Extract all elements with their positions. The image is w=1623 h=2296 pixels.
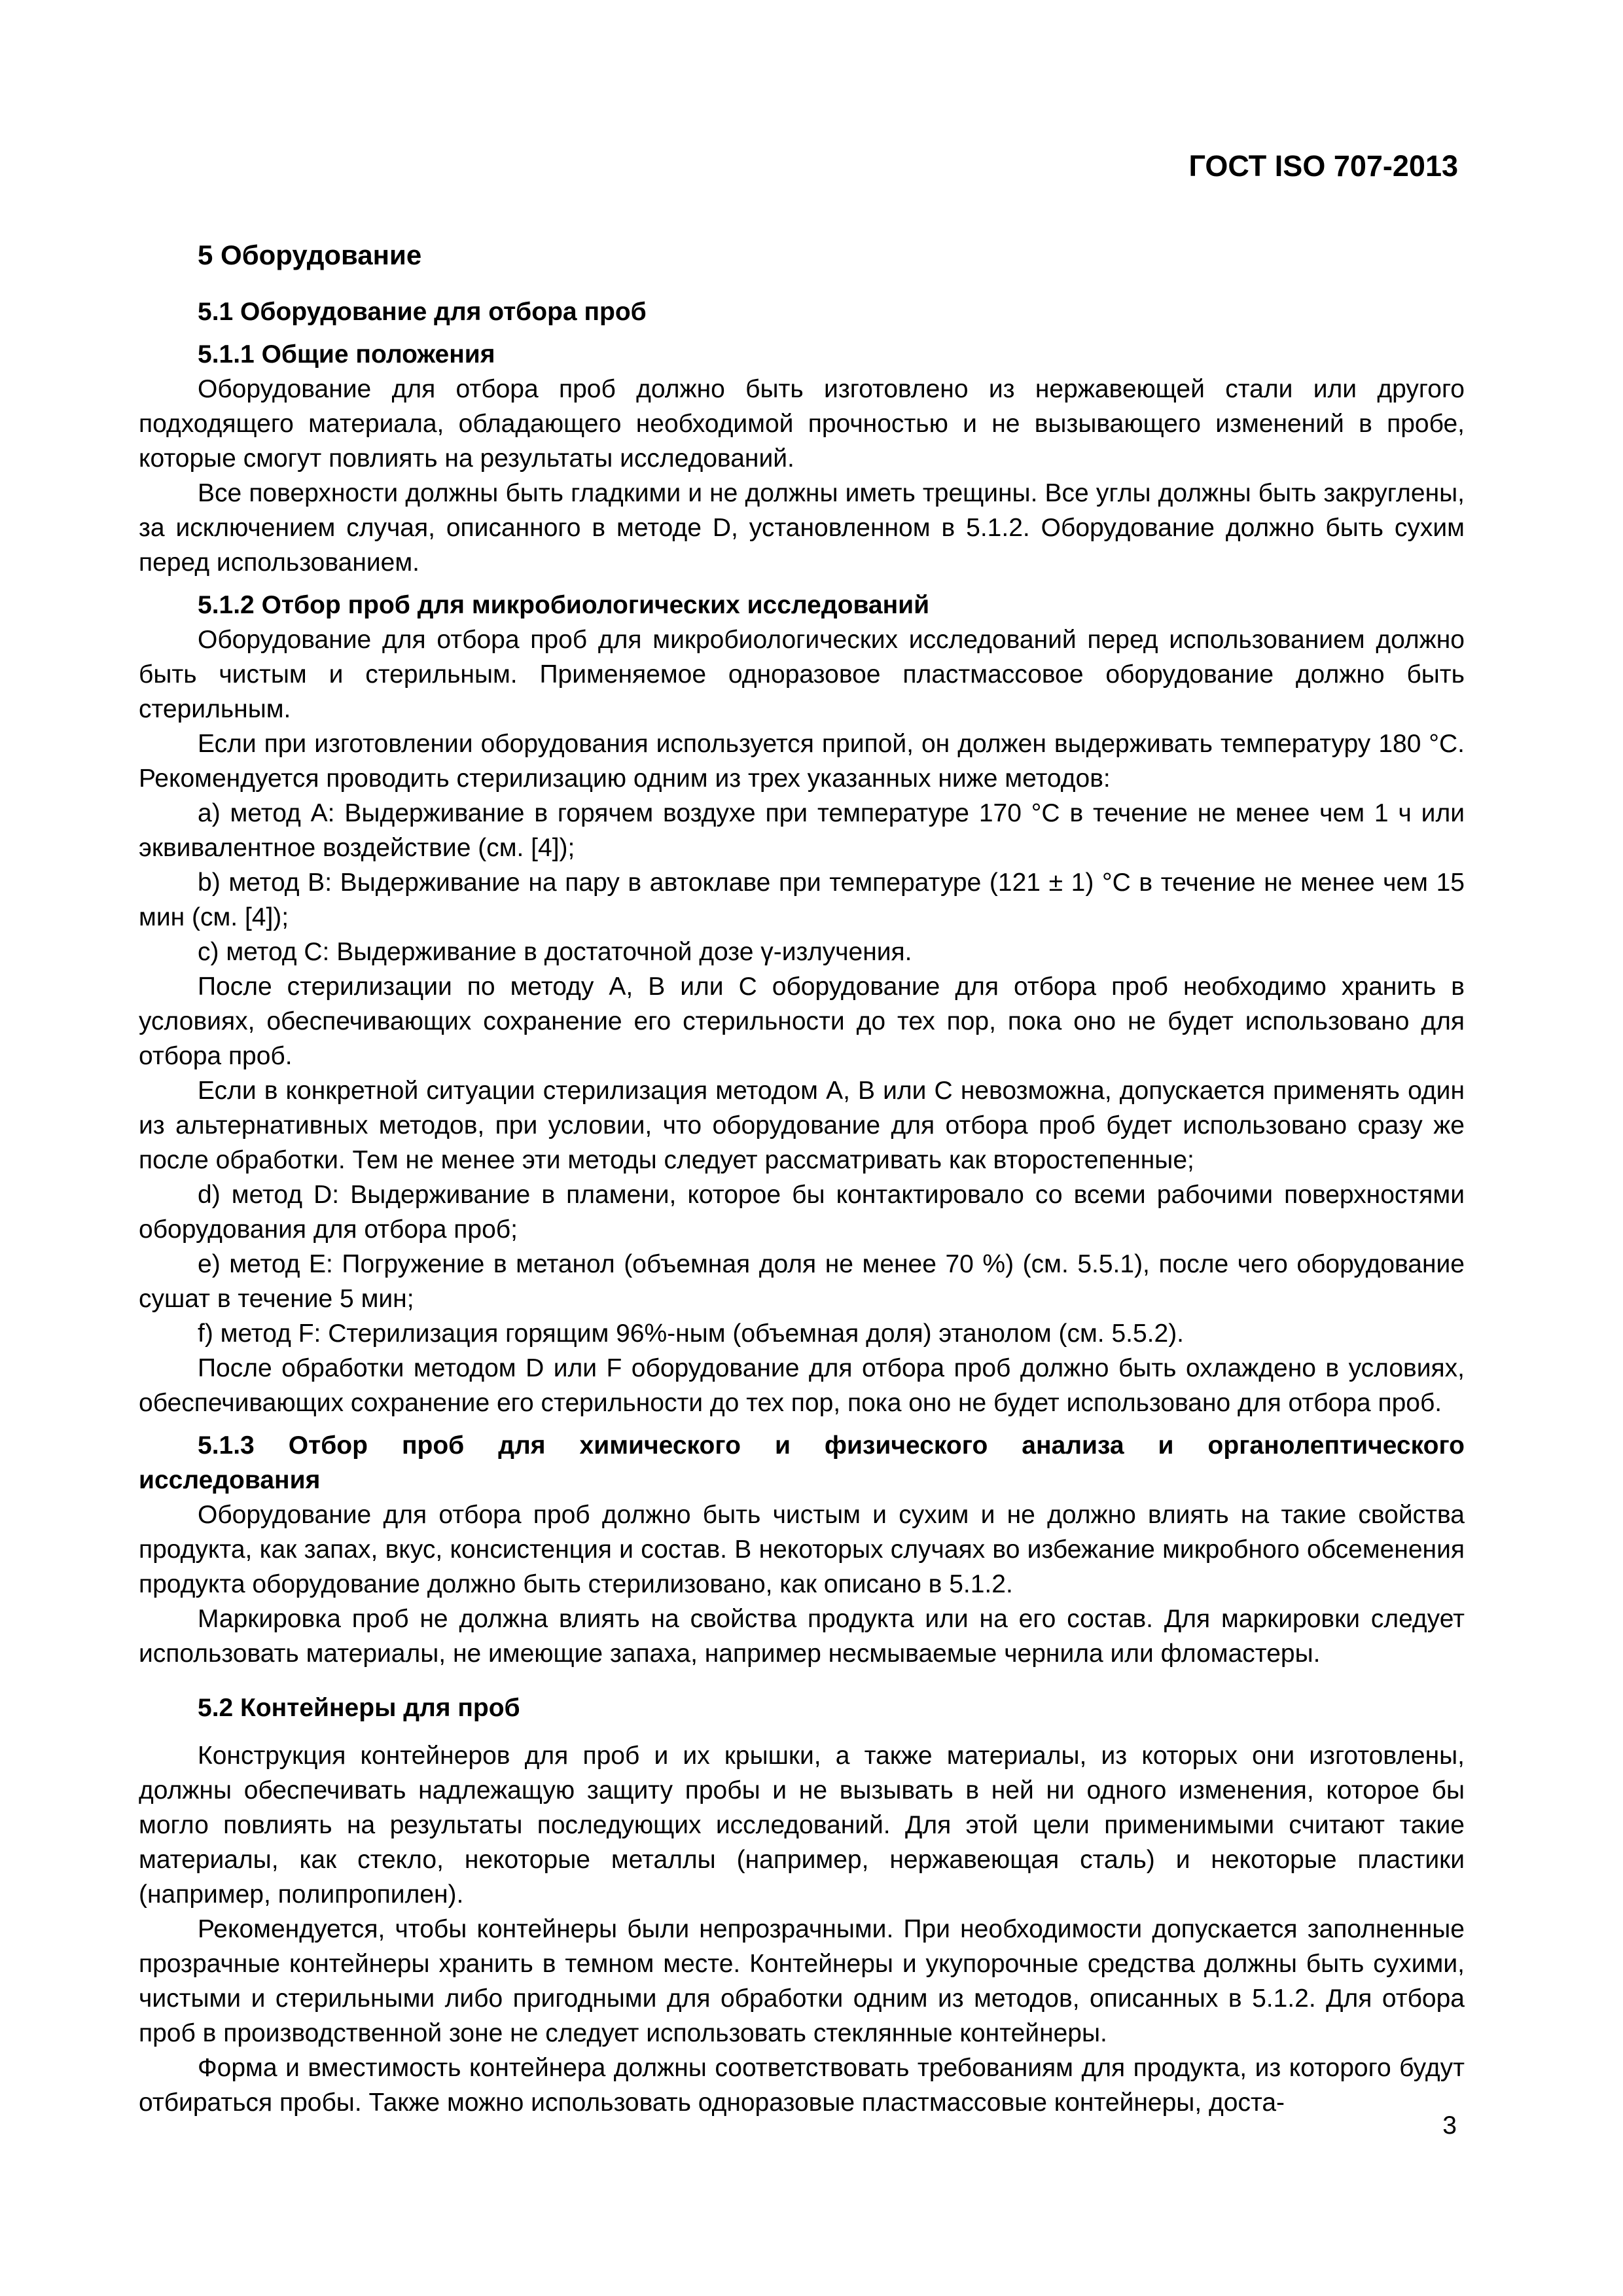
paragraph: После стерилизации по методу А, В или С оборудование для отбора проб необходимо хранить в условиях, обеспечивающих сохранение его стерильности до тех пор, пока оно не будет использовано для отбора проб. <box>139 973 1465 1070</box>
section-5-1-2-heading: 5.1.2 Отбор проб для микробиологических исследований <box>198 591 930 619</box>
list-item-method-f: f) метод F: Стерилизация горящим 96%-ным (объемная доля) этанолом (см. 5.5.2). <box>198 1319 1185 1348</box>
paragraph: Форма и вместимость контейнера должны соответствовать требованиям для продукта, из которого будут отбираться пробы. Также можно использовать одноразовые пластмассовые контейнеры, доста- <box>139 2054 1465 2117</box>
document-code: ГОСТ ISO 707-2013 <box>1188 149 1458 183</box>
section-5-1-heading: 5.1 Оборудование для отбора проб <box>198 298 647 326</box>
list-item-method-c: с) метод С: Выдерживание в достаточной дозе γ-излучения. <box>198 938 912 966</box>
paragraph: Если при изготовлении оборудования используется припой, он должен выдерживать температуру 180 °С. Рекомендуется проводить стерилизацию одним из трех указанных ниже методов: <box>139 730 1465 793</box>
paragraph: Оборудование для отбора проб должно быть чистым и сухим и не должно влиять на такие свойства продукта, как запах, вкус, консистенция и состав. В некоторых случаях во избежание микробного обсеменения продукта оборудование должно быть стерилизовано, как описано в 5.1.2. <box>139 1501 1465 1598</box>
section-5-2-heading: 5.2 Контейнеры для проб <box>198 1694 520 1722</box>
page-number: 3 <box>1442 2111 1457 2140</box>
list-item-method-e: е) метод Е: Погружение в метанол (объемная доля не менее 70 %) (см. 5.5.1), после чего оборудование сушат в течение 5 мин; <box>139 1250 1465 1313</box>
list-item-method-a: а) метод А: Выдерживание в горячем воздухе при температуре 170 °С в течение не менее чем 1 ч или эквивалентное воздействие (см. [4]); <box>139 799 1465 862</box>
section-5-1-3-heading: 5.1.3 Отбор проб для химического и физического анализа и органолептического исследования <box>139 1431 1465 1494</box>
list-item-method-b: b) метод В: Выдерживание на пару в автоклаве при температуре (121 ± 1) °С в течение не менее чем 15 мин (см. [4]); <box>139 869 1465 931</box>
section-5-heading: 5 Оборудование <box>198 240 422 270</box>
paragraph: Оборудование для отбора проб для микробиологических исследований перед использованием должно быть чистым и стерильным. Применяемое одноразовое пластмассовое оборудование должно быть стерильным. <box>139 626 1465 723</box>
paragraph: Рекомендуется, чтобы контейнеры были непрозрачными. При необходимости допускается заполненные прозрачные контейнеры хранить в темном месте. Контейнеры и укупорочные средства должны быть сухими, чистыми и стерильными либо пригодными для обработки одним из методов, описанных в 5.1.2. Для отбора проб в производственной зоне не следует использовать стеклянные контейнеры. <box>139 1915 1465 2047</box>
paragraph: Конструкция контейнеров для проб и их крышки, а также материалы, из которых они изготовлены, должны обеспечивать надлежащую защиту пробы и не вызывать в ней ни одного изменения, которое бы могло повлиять на результаты последующих исследований. Для этой цели применимыми считают такие материалы, как стекло, некоторые металлы (например, нержавеющая сталь) и некоторые пластики (например, полипропилен). <box>139 1742 1465 1909</box>
paragraph: Все поверхности должны быть гладкими и не должны иметь трещины. Все углы должны быть закруглены, за исключением случая, описанного в методе D, установленном в 5.1.2. Оборудование должно быть сухим перед использованием. <box>139 479 1465 577</box>
list-item-method-d: d) метод D: Выдерживание в пламени, которое бы контактировало со всеми рабочими поверхностями оборудования для отбора проб; <box>139 1181 1465 1244</box>
paragraph: Маркировка проб не должна влиять на свойства продукта или на его состав. Для маркировки следует использовать материалы, не имеющие запаха, например несмываемые чернила или фломастеры. <box>139 1605 1465 1668</box>
paragraph: Оборудование для отбора проб должно быть изготовлено из нержавеющей стали или другого подходящего материала, обладающего необходимой прочностью и не вызывающего изменений в пробе, которые смогут повлиять на результаты исследований. <box>139 375 1465 473</box>
page-content <box>139 224 1465 2120</box>
paragraph: Если в конкретной ситуации стерилизация методом А, В или С невозможна, допускается применять один из альтернативных методов, при условии, что оборудование для отбора проб будет использовано сразу же после обработки. Тем не менее эти методы следует рассматривать как второстепенные; <box>139 1077 1465 1174</box>
section-5-1-1-heading: 5.1.1 Общие положения <box>198 340 495 368</box>
paragraph: После обработки методом D или F оборудование для отбора проб должно быть охлаждено в условиях, обеспечивающих сохранение его стерильности до тех пор, пока оно не будет использовано для отбора проб. <box>139 1354 1465 1417</box>
